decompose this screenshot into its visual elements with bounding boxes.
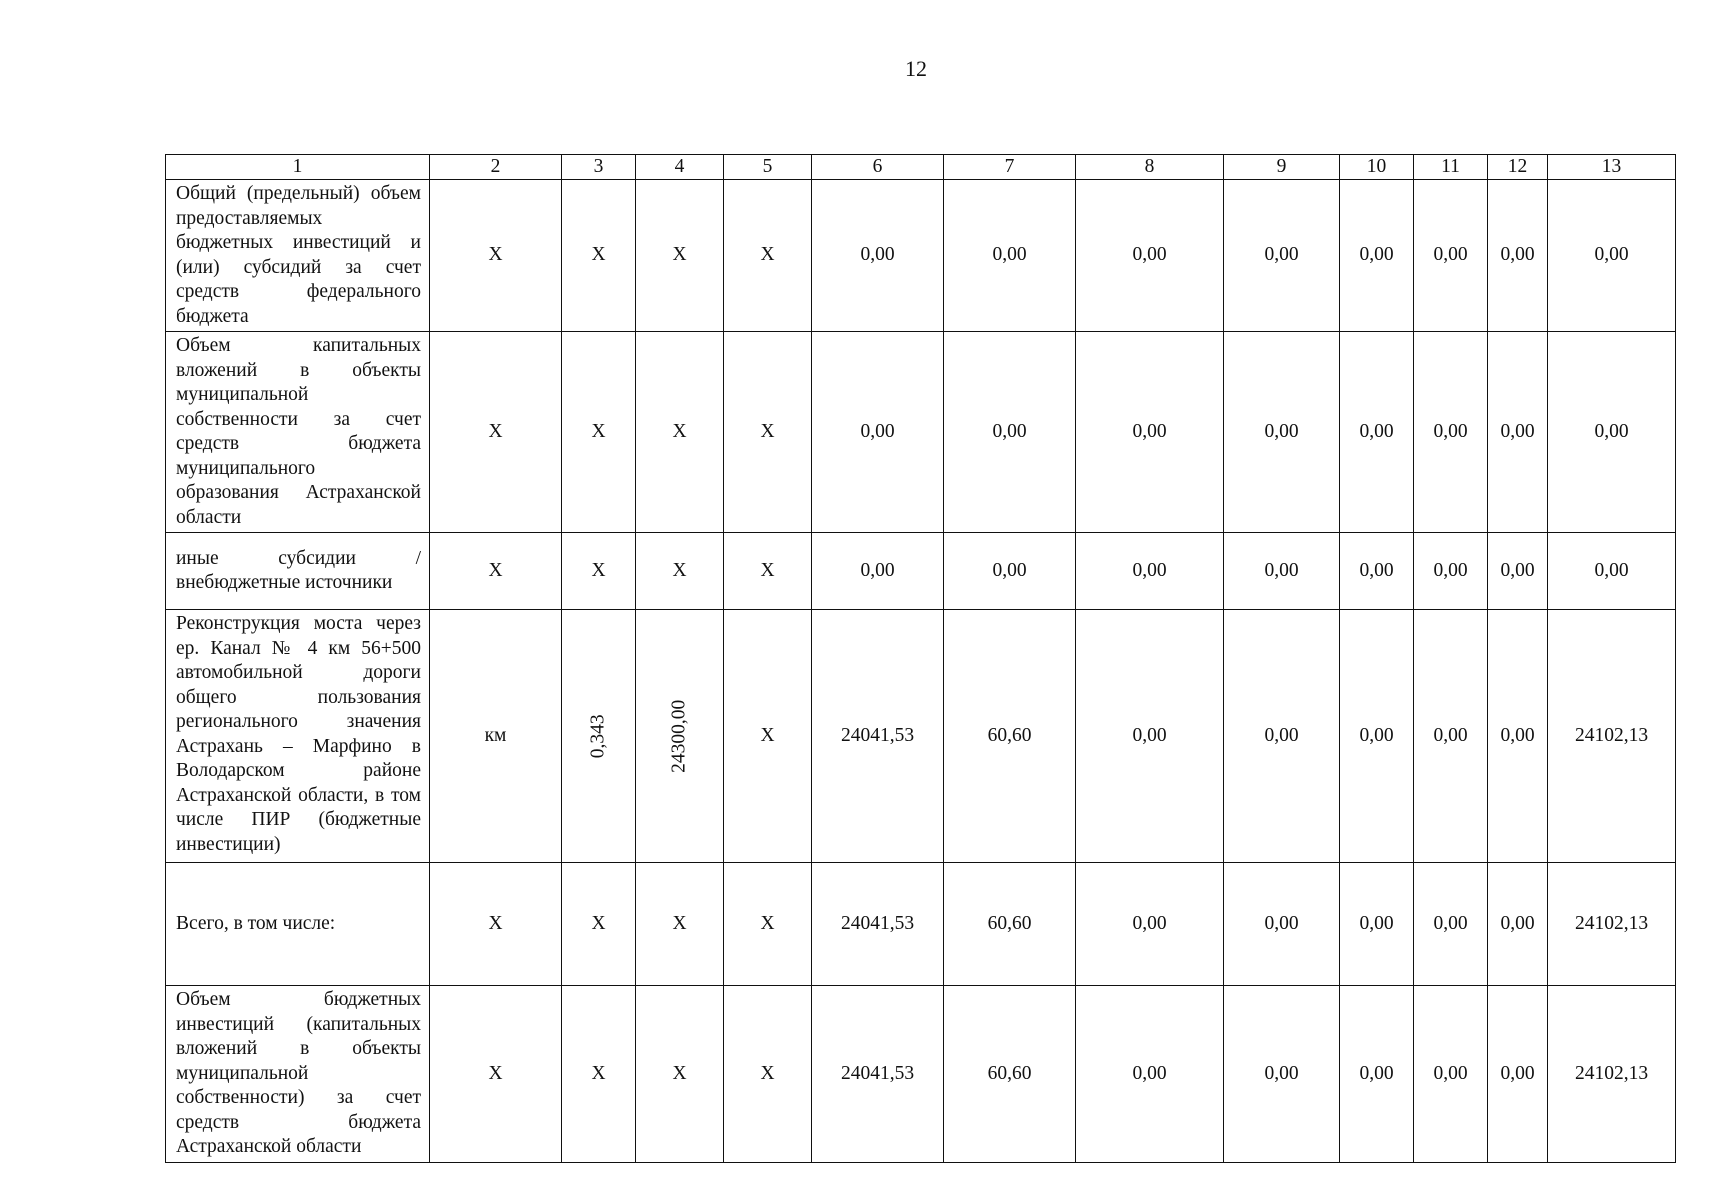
cell-col-5: Х [724,533,812,610]
cell-col-2: Х [430,180,562,332]
page-number: 12 [905,56,927,81]
cell-col-11: 0,00 [1414,332,1488,533]
cell-col-9: 0,00 [1224,986,1340,1163]
cell-col-9: 0,00 [1224,180,1340,332]
cell-col-8: 0,00 [1076,533,1224,610]
cell-col-8: 0,00 [1076,180,1224,332]
cell-col-6: 0,00 [812,180,944,332]
cell-col-6: 24041,53 [812,863,944,986]
row-label: Реконструкция моста через ер. Канал № 4 км 56+500 автомобильной дороги общего пользования регионального значения Астрахань – Марфино в Володарском районе Астраханской области, в том числе ПИР (бюджетные инвестиции) [166,610,430,863]
cell-col-7: 0,00 [944,180,1076,332]
cell-col-13: 0,00 [1548,332,1676,533]
cell-col-4 [636,610,724,863]
cell-col-2: Х [430,533,562,610]
column-header: 8 [1076,155,1224,180]
cell-col-3: Х [562,863,636,986]
cell-col-13: 0,00 [1548,533,1676,610]
cell-col-9: 0,00 [1224,863,1340,986]
cell-col-13: 24102,13 [1548,986,1676,1163]
table-row [166,332,1676,533]
cell-col-3-rotated-text: 0,343 [587,714,609,758]
table-row [166,533,1676,610]
cell-col-12: 0,00 [1488,986,1548,1163]
cell-col-10: 0,00 [1340,180,1414,332]
row-label: иные субсидии / внебюджетные источники [166,533,430,610]
cell-col-10: 0,00 [1340,610,1414,863]
cell-col-12: 0,00 [1488,863,1548,986]
cell-col-6: 24041,53 [812,610,944,863]
budget-table [165,154,1676,1163]
cell-col-8: 0,00 [1076,332,1224,533]
column-header: 13 [1548,155,1676,180]
cell-col-8: 0,00 [1076,610,1224,863]
row-label: Всего, в том числе: [166,863,430,986]
column-header: 9 [1224,155,1340,180]
cell-col-6: 0,00 [812,533,944,610]
row-label: Объем бюджетных инвестиций (капитальных вложений в объекты муниципальной собственности) за счет средств бюджета Астраханской области [166,986,430,1163]
column-header: 7 [944,155,1076,180]
cell-col-2: Х [430,863,562,986]
cell-col-9: 0,00 [1224,533,1340,610]
cell-col-12: 0,00 [1488,332,1548,533]
cell-col-4: Х [636,986,724,1163]
column-header: 2 [430,155,562,180]
column-header: 1 [166,155,430,180]
cell-col-4: Х [636,863,724,986]
table-row [166,610,1676,863]
cell-col-11: 0,00 [1414,180,1488,332]
cell-col-7: 0,00 [944,332,1076,533]
cell-col-7: 60,60 [944,986,1076,1163]
cell-col-6: 24041,53 [812,986,944,1163]
column-header: 3 [562,155,636,180]
cell-col-9: 0,00 [1224,610,1340,863]
cell-col-4: Х [636,180,724,332]
cell-col-13: 24102,13 [1548,610,1676,863]
column-header: 11 [1414,155,1488,180]
column-header: 5 [724,155,812,180]
cell-col-8: 0,00 [1076,863,1224,986]
table-row [166,180,1676,332]
table-row [166,863,1676,986]
cell-col-3 [562,610,636,863]
cell-col-3: Х [562,986,636,1163]
row-label: Общий (предельный) объем предоставляемых бюджетных инвестиций и (или) субсидий за счет средств федерального бюджета [166,180,430,332]
cell-col-10: 0,00 [1340,986,1414,1163]
cell-col-8: 0,00 [1076,986,1224,1163]
cell-col-5: Х [724,863,812,986]
cell-col-7: 0,00 [944,533,1076,610]
cell-col-7: 60,60 [944,863,1076,986]
cell-col-4: Х [636,533,724,610]
header-row [166,155,1676,180]
cell-col-12: 0,00 [1488,180,1548,332]
cell-col-2: км [430,610,562,863]
cell-col-3: Х [562,180,636,332]
column-header: 6 [812,155,944,180]
cell-col-4-rotated-text: 24300,00 [668,699,690,773]
cell-col-2: Х [430,332,562,533]
cell-col-13: 24102,13 [1548,863,1676,986]
row-label: Объем капитальных вложений в объекты муниципальной собственности за счет средств бюджета муниципального образования Астраханской области [166,332,430,533]
cell-col-9: 0,00 [1224,332,1340,533]
cell-col-11: 0,00 [1414,533,1488,610]
column-header: 12 [1488,155,1548,180]
cell-col-4: Х [636,332,724,533]
cell-col-7: 60,60 [944,610,1076,863]
cell-col-11: 0,00 [1414,986,1488,1163]
cell-col-11: 0,00 [1414,610,1488,863]
cell-col-12: 0,00 [1488,610,1548,863]
cell-col-5: Х [724,986,812,1163]
cell-col-11: 0,00 [1414,863,1488,986]
column-header: 4 [636,155,724,180]
column-header: 10 [1340,155,1414,180]
cell-col-13: 0,00 [1548,180,1676,332]
cell-col-10: 0,00 [1340,332,1414,533]
cell-col-12: 0,00 [1488,533,1548,610]
cell-col-5: Х [724,610,812,863]
cell-col-6: 0,00 [812,332,944,533]
cell-col-10: 0,00 [1340,863,1414,986]
cell-col-5: Х [724,180,812,332]
cell-col-3: Х [562,332,636,533]
table-row [166,986,1676,1163]
cell-col-10: 0,00 [1340,533,1414,610]
cell-col-2: Х [430,986,562,1163]
cell-col-5: Х [724,332,812,533]
cell-col-3: Х [562,533,636,610]
